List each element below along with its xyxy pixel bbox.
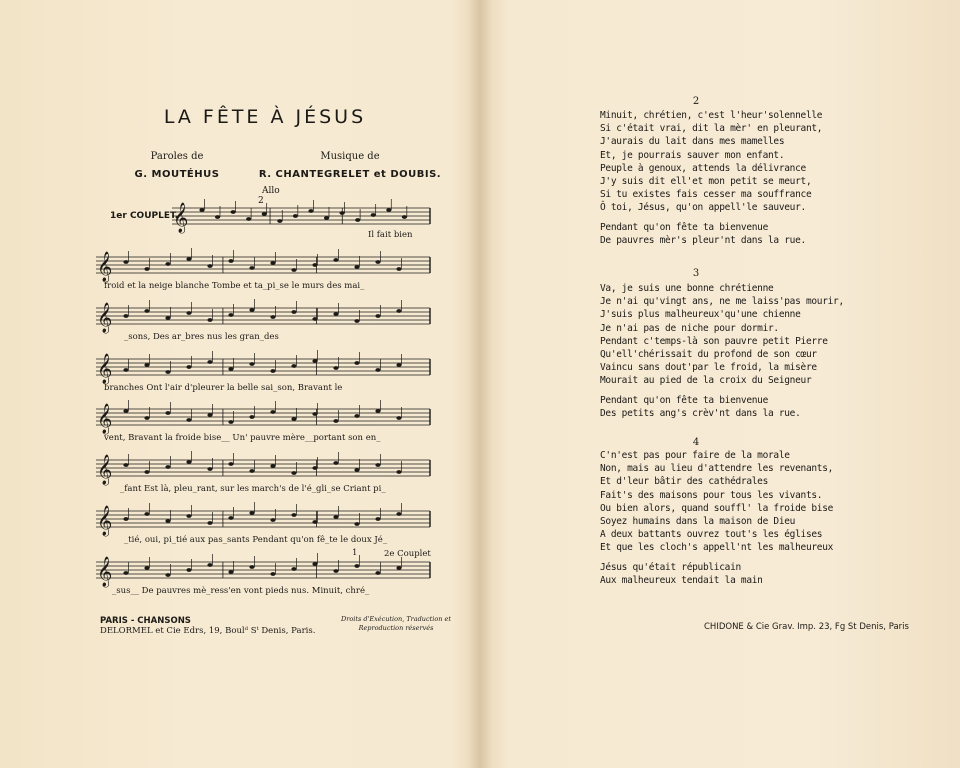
treble-clef-icon: 𝄞 (173, 203, 189, 233)
note-head (186, 418, 191, 422)
note-head (386, 208, 391, 212)
lyric-line: _sons, Des ar_bres nus les gran_des (124, 332, 279, 342)
note-head (291, 567, 296, 571)
note-head (270, 464, 275, 468)
note-head (207, 360, 212, 364)
verse-line: Et que les cloch's appell'nt les malheureux (600, 542, 834, 554)
note-head (207, 521, 212, 525)
lyrics-label: Paroles de (150, 151, 204, 162)
note-head (249, 511, 254, 515)
coda-number: 1 (352, 548, 358, 558)
verse-line: Si c'était vrai, dit la mèr' en pleurant, (600, 123, 823, 135)
verse-line: Je n'ai pas de niche pour dormir. (600, 322, 779, 334)
note-head (354, 265, 359, 269)
note-head (215, 215, 220, 219)
note-head (312, 412, 317, 416)
verse-line: A deux battants ouvrez tout's les églises (600, 529, 823, 541)
note-head (333, 258, 338, 262)
refrain-line: Des petits ang's crèv'nt dans la rue. (600, 407, 801, 419)
verse-line: Ô toi, Jésus, qu'on appell'le sauveur. (600, 202, 806, 214)
note-head (165, 262, 170, 266)
music-authors: R. CHANTEGRELET et DOUBIS. (258, 169, 442, 180)
note-head (186, 568, 191, 572)
treble-clef-icon: 𝄞 (97, 506, 113, 536)
note-head (165, 573, 170, 577)
note-head (186, 514, 191, 518)
note-head (123, 260, 128, 264)
note-head (123, 463, 128, 467)
note-head (249, 266, 254, 270)
note-head (144, 309, 149, 313)
note-head (312, 562, 317, 566)
note-head (249, 469, 254, 473)
note-head (186, 365, 191, 369)
note-head (375, 314, 380, 318)
note-head (228, 367, 233, 371)
publisher-address: DELORMEL et Cie Edrs, 19, Boulᵈ Sᵗ Denis, Paris. (100, 626, 316, 636)
note-head (333, 569, 338, 573)
note-head (333, 419, 338, 423)
note-head (354, 468, 359, 472)
note-head (354, 522, 359, 526)
note-head (291, 364, 296, 368)
note-head (270, 261, 275, 265)
second-couplet-label: 2e Couplet (384, 549, 431, 559)
verse-line: J'aurais du lait dans mes mamelles (600, 136, 785, 148)
note-head (375, 409, 380, 413)
note-head (270, 315, 275, 319)
note-head (207, 563, 212, 567)
note-head (144, 512, 149, 516)
printer-credit: CHIDONE & Cie Grav. Imp. 23, Fg St Denis, Paris (704, 622, 909, 632)
note-head (371, 213, 376, 217)
verse-line: Pendant c'temps-là son pauvre petit Pierre (600, 335, 828, 347)
treble-clef-icon: 𝄞 (97, 455, 113, 485)
refrain-line: Aux malheureux tendait la main (600, 574, 763, 586)
note-head (123, 571, 128, 575)
note-head (228, 462, 233, 466)
lyric-line: vent, Bravant la froide bise__ Un' pauvre mère__portant son en_ (104, 433, 381, 443)
refrain-line: Pendant qu'on fête ta bienvenue (600, 394, 769, 406)
verse-line: Si tu existes fais cesser ma souffrance (600, 189, 812, 201)
music-label: Musique de (320, 151, 380, 162)
note-head (354, 361, 359, 365)
note-head (249, 308, 254, 312)
couplet-label: 1er COUPLET. (110, 211, 179, 221)
tempo-marking: Allo (262, 186, 280, 196)
note-head (123, 314, 128, 318)
treble-clef-icon: 𝄞 (97, 404, 113, 434)
note-head (207, 413, 212, 417)
lyric-line: Il fait bien (368, 230, 413, 240)
note-head (228, 259, 233, 263)
refrain-line: De pauvres mèr's pleur'nt dans la rue. (600, 234, 806, 246)
verse-number: 3 (692, 268, 700, 279)
note-head (354, 319, 359, 323)
note-head (165, 465, 170, 469)
note-head (312, 520, 317, 524)
note-head (291, 417, 296, 421)
note-head (396, 512, 401, 516)
note-head (144, 566, 149, 570)
note-head (249, 415, 254, 419)
note-head (231, 210, 236, 214)
treble-clef-icon: 𝄞 (97, 303, 113, 333)
lyric-line: _tié, oui, pi_tié aux pas_sants Pendant qu'on fê_te le doux Jé_ (124, 535, 388, 545)
lyric-line: _fant Est là, pleu_rant, sur les march's de l'é_gli_se Criant pi_ (120, 484, 386, 494)
note-head (165, 411, 170, 415)
song-title: LA FÊTE À JÉSUS (163, 106, 367, 128)
note-head (270, 572, 275, 576)
verse-line: J'y suis dit ell'et mon petit se meurt, (600, 176, 812, 187)
note-head (396, 267, 401, 271)
note-head (375, 517, 380, 521)
note-head (312, 359, 317, 363)
treble-clef-icon: 𝄞 (97, 252, 113, 282)
note-head (324, 216, 329, 220)
note-head (186, 257, 191, 261)
note-head (144, 267, 149, 271)
note-head (165, 519, 170, 523)
note-head (396, 363, 401, 367)
note-head (291, 513, 296, 517)
note-head (375, 463, 380, 467)
verse-line: Je n'ai qu'vingt ans, ne me laiss'pas mourir, (600, 296, 844, 308)
note-head (277, 219, 282, 223)
note-head (246, 217, 251, 221)
note-head (165, 370, 170, 374)
note-head (291, 268, 296, 272)
note-head (375, 571, 380, 575)
verse-line: Fait's des maisons pour tous les vivants. (600, 489, 823, 501)
note-head (249, 565, 254, 569)
note-head (207, 318, 212, 322)
verse-line: Ou bien alors, quand souffl' la froide bise (600, 502, 834, 514)
verse-line: Non, mais au lieu d'attendre les revenants, (600, 463, 834, 475)
score-marker: 2 (258, 196, 264, 206)
note-head (199, 208, 204, 212)
note-head (333, 366, 338, 370)
note-head (312, 466, 317, 470)
verse-line: Et d'leur bâtir des cathédrales (600, 476, 769, 488)
note-head (207, 264, 212, 268)
verse-line: Mourait au pied de la croix du Seigneur (600, 375, 812, 387)
rights-notice: Droits d'Exécution, Traduction et Reproduction réservés (341, 615, 451, 632)
note-head (144, 416, 149, 420)
verse-line: J'suis plus malheureux'qu'une chienne (600, 309, 801, 321)
note-head (354, 564, 359, 568)
verse-line: Et, je pourrais sauver mon enfant. (600, 149, 785, 161)
note-head (396, 566, 401, 570)
lyric-line: froid et la neige blanche Tombe et ta_pi_se le murs des mai_ (104, 281, 365, 291)
note-head (333, 461, 338, 465)
note-head (228, 313, 233, 317)
lyric-line: _sus__ De pauvres mè_ress'en vont pieds nus. Minuit, chré_ (112, 586, 370, 596)
note-head (308, 209, 313, 213)
note-head (186, 460, 191, 464)
note-head (144, 470, 149, 474)
note-head (123, 409, 128, 413)
note-head (270, 518, 275, 522)
note-head (396, 309, 401, 313)
note-head (312, 317, 317, 321)
verse-number: 2 (692, 96, 700, 107)
verse-line: Peuple à genoux, attends la délivrance (600, 162, 806, 174)
verse-line: C'n'est pas pour faire de la morale (600, 450, 790, 461)
note-head (270, 369, 275, 373)
note-head (293, 214, 298, 218)
verse-line: Soyez humains dans la maison de Dieu (600, 516, 796, 527)
note-head (123, 368, 128, 372)
note-head (402, 215, 407, 219)
note-head (165, 316, 170, 320)
note-head (144, 363, 149, 367)
note-head (375, 368, 380, 372)
publisher-city: PARIS - CHANSONS (100, 616, 191, 626)
note-head (123, 517, 128, 521)
verse-line: Qu'ell'chérissait du profond de son cœur (600, 349, 817, 360)
treble-clef-icon: 𝄞 (97, 354, 113, 384)
note-head (355, 218, 360, 222)
note-head (228, 516, 233, 520)
refrain-line: Jésus qu'était républicain (600, 561, 741, 573)
lyric-line: branches Ont l'air d'pleurer la belle sai_son, Bravant le (104, 383, 343, 393)
note-head (228, 570, 233, 574)
note-head (291, 310, 296, 314)
verse-line: Minuit, chrétien, c'est l'heur'solennelle (600, 110, 823, 121)
note-head (207, 467, 212, 471)
note-head (312, 263, 317, 267)
note-head (333, 515, 338, 519)
refrain-line: Pendant qu'on fête ta bienvenue (600, 221, 769, 233)
note-head (228, 420, 233, 424)
note-head (340, 211, 345, 215)
note-head (186, 311, 191, 315)
note-head (354, 414, 359, 418)
lyrics-author: G. MOUTÉHUS (134, 169, 220, 180)
note-head (291, 471, 296, 475)
note-head (333, 312, 338, 316)
note-head (262, 212, 267, 216)
note-head (396, 470, 401, 474)
note-head (249, 362, 254, 366)
note-head (270, 410, 275, 414)
verse-number: 4 (692, 437, 700, 448)
verse-line: Va, je suis une bonne chrétienne (600, 283, 774, 294)
treble-clef-icon: 𝄞 (97, 557, 113, 587)
note-head (396, 416, 401, 420)
note-head (375, 260, 380, 264)
verse-line: Vaincu sans dout'par le froid, la misère (600, 362, 817, 374)
